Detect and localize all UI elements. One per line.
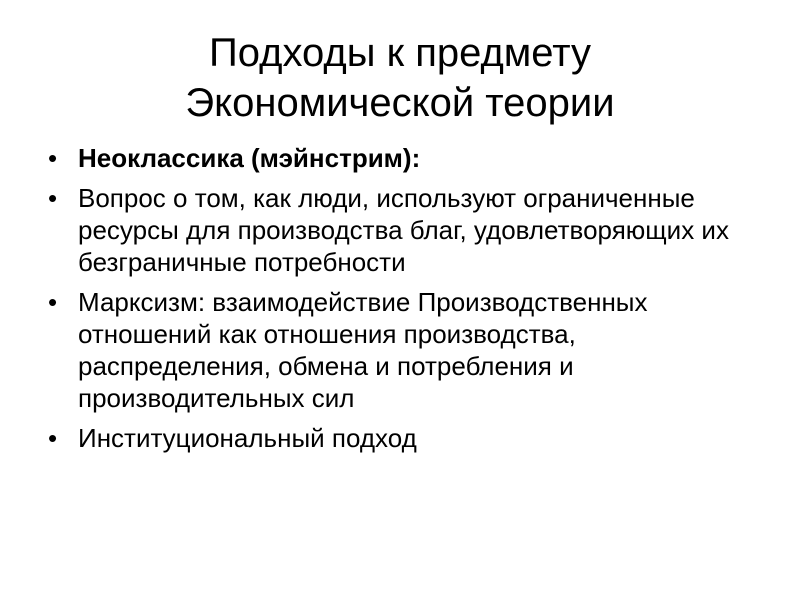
slide-title [0, 28, 800, 128]
bullet-item-question [48, 182, 768, 278]
bullet-item-neoclassic [48, 142, 768, 174]
bullet-text: Институциональный подход [78, 423, 417, 453]
bullet-icon: • [48, 183, 58, 213]
bullet-item-marxism [48, 286, 768, 414]
bullet-icon: • [48, 423, 58, 453]
bullet-text: Вопрос о том, как люди, используют ограниченные ресурсы для производства благ, удовлетворяющих их безграничные потребности [78, 183, 729, 277]
bullet-item-institutional [48, 422, 768, 454]
bullet-text: Марксизм: взаимодействие Производственных отношений как отношения производства, распределения, обмена и потребления и производительных сил [78, 287, 648, 413]
title-line-1: Подходы к предмету [209, 31, 591, 75]
bullet-list [48, 142, 768, 462]
bullet-icon: • [48, 143, 58, 173]
bullet-icon: • [48, 287, 58, 317]
bullet-text: Неоклассика (мэйнстрим): [78, 143, 421, 173]
title-line-2: Экономической теории [185, 81, 615, 125]
